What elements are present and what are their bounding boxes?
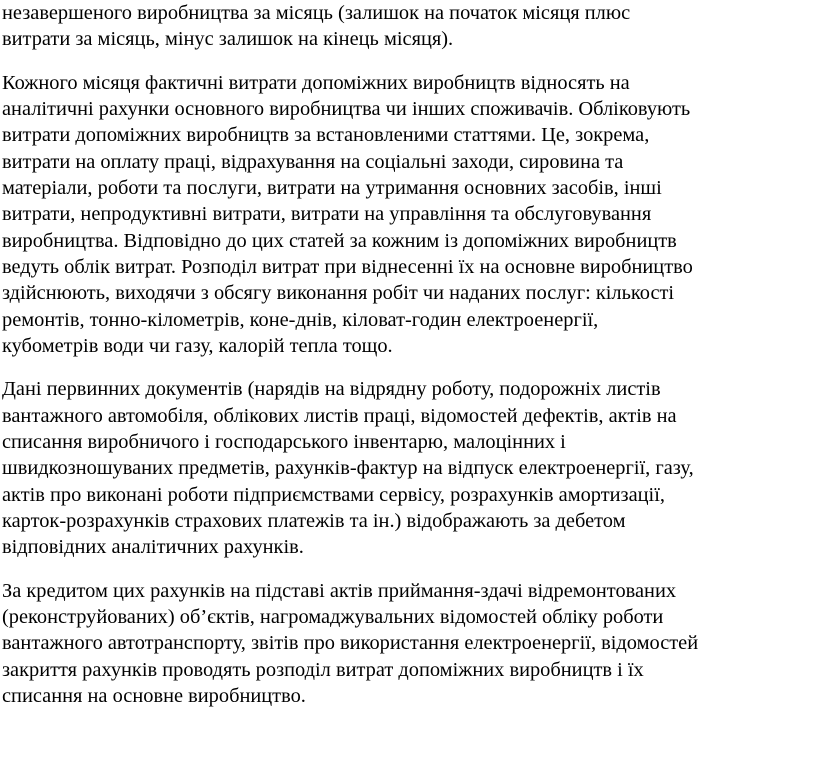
text-line: За кредитом цих рахунків на підставі актів приймання-здачі відремонтованих	[2, 579, 677, 602]
text-line: ремонтів, тонно-кілометрів, коне-днів, кіловат-годин електроенергії,	[2, 308, 599, 331]
text-line: здійснюють, виходячи з обсягу виконання робіт чи наданих послуг: кількості	[2, 282, 675, 305]
text-line: ведуть облік витрат. Розподіл витрат при віднесенні їх на основне виробництво	[2, 255, 693, 278]
text-line: матеріали, роботи та послуги, витрати на утримання основних засобів, інші	[2, 177, 662, 200]
text-line: витрати допоміжних виробництв за встановленими статтями. Це, зокрема,	[2, 124, 650, 147]
paragraph-1	[2, 0, 816, 53]
text-line: витрати за місяць, мінус залишок на кінець місяця).	[2, 28, 454, 51]
text-line: відповідних аналітичних рахунків.	[2, 536, 304, 559]
text-line: витрати, непродуктивні витрати, витрати на управління та обслуговування	[2, 203, 652, 226]
text-line: Дані первинних документів (нарядів на відрядну роботу, подорожніх листів	[2, 378, 661, 401]
text-line: закриття рахунків проводять розподіл витрат допоміжних виробництв і їх	[2, 658, 644, 681]
text-line: кубометрів води чи газу, калорій тепла тощо.	[2, 334, 393, 357]
text-line: виробництва. Відповідно до цих статей за кожним із допоміжних виробництв	[2, 229, 677, 252]
text-line: списання виробничого і господарського інвентарю, малоцінних і	[2, 431, 566, 454]
paragraph-gap	[2, 359, 816, 376]
paragraph-4	[2, 578, 816, 709]
text-line: незавершеного виробництва за місяць (залишок на початок місяця плюс	[2, 2, 631, 24]
paragraph-gap	[2, 561, 816, 578]
text-line: витрати на оплату праці, відрахування на соціальні заходи, сировина та	[2, 150, 624, 173]
text-line: актів про виконані роботи підприємствами сервісу, розрахунків амортизації,	[2, 483, 665, 506]
paragraph-3	[2, 376, 816, 560]
text-line: аналітичні рахунки основного виробництва чи інших споживачів. Обліковують	[2, 98, 691, 121]
paragraph-2	[2, 70, 816, 359]
text-line: Кожного місяця фактичні витрати допоміжних виробництв відносять на	[2, 71, 630, 94]
paragraph-gap	[2, 53, 816, 70]
text-line: вантажного автотранспорту, звітів про використання електроенергії, відомостей	[2, 632, 699, 655]
text-line: (реконструйованих) об’єктів, нагромаджувальних відомостей обліку роботи	[2, 606, 664, 629]
text-line: карток-розрахунків страхових платежів та ін.) відображають за дебетом	[2, 509, 626, 532]
text-line: списання на основне виробництво.	[2, 685, 306, 708]
text-line: вантажного автомобіля, облікових листів праці, відомостей дефектів, актів на	[2, 404, 677, 427]
document-body	[2, 0, 816, 709]
text-line: швидкозношуваних предметів, рахунків-фактур на відпуск електроенергії, газу,	[2, 457, 694, 480]
